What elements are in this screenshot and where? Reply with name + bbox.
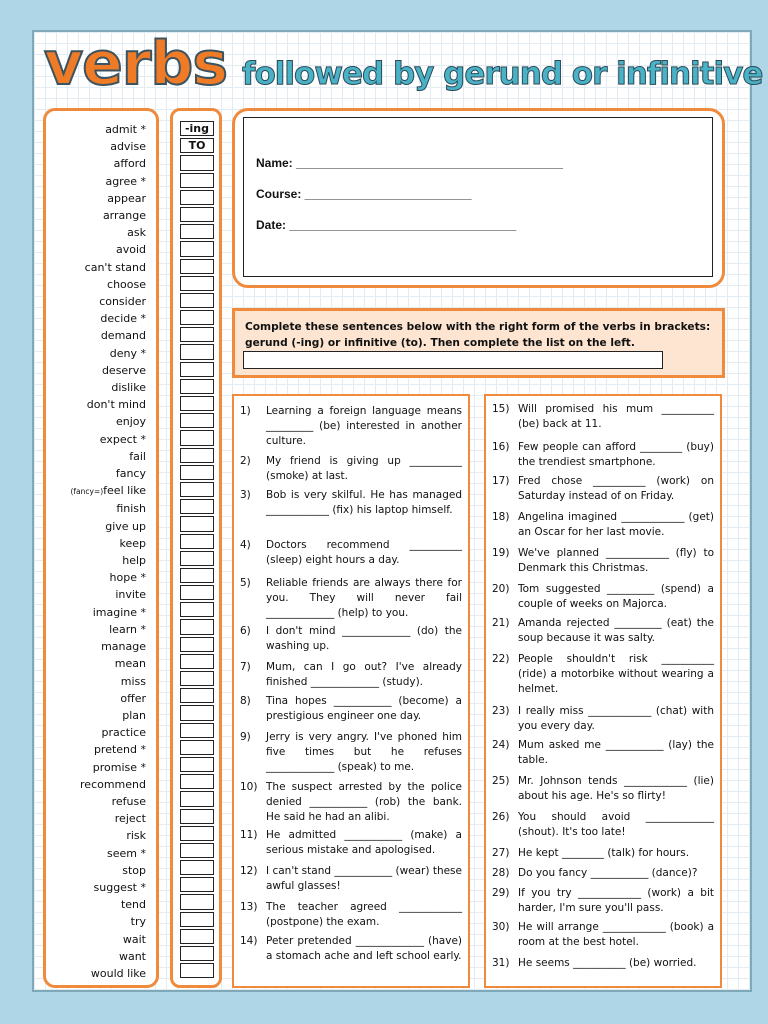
questions-column-left [232, 394, 470, 988]
question-item [492, 402, 714, 432]
question-item [240, 576, 462, 621]
question-text[interactable]: Angelina imagined ____________ (get) an Oscar for her last movie. [518, 511, 714, 538]
verb-item [70, 448, 146, 465]
verb-word: promise * [92, 760, 146, 774]
verb-word: would like [90, 966, 146, 980]
question-text[interactable]: He seems __________ (be) worried. [518, 957, 697, 969]
verb-item [70, 121, 146, 138]
question-number: 4) [240, 539, 251, 551]
question-text[interactable]: The teacher agreed ____________ (postpone) the exam. [266, 901, 462, 928]
verb-item [70, 793, 146, 810]
question-number: 11) [240, 829, 258, 841]
verb-word: don't mind [86, 398, 146, 412]
verb-word: enjoy [115, 415, 146, 429]
question-item [240, 538, 462, 568]
verb-word: seem * [107, 846, 146, 860]
verb-word: pretend * [93, 743, 146, 757]
question-number: 14) [240, 935, 258, 947]
answer-box[interactable] [180, 465, 214, 480]
verb-word: hope * [109, 571, 146, 585]
answer-box[interactable] [180, 602, 214, 617]
verb-item [70, 379, 146, 396]
verb-item [70, 707, 146, 724]
question-item [240, 624, 462, 654]
verb-item [70, 500, 146, 517]
date-field[interactable]: Date: __________________________________ [256, 218, 517, 232]
answer-box[interactable] [180, 946, 214, 961]
verb-word: risk [126, 829, 146, 843]
question-number: 24) [492, 739, 510, 751]
question-number: 13) [240, 901, 258, 913]
verb-word: suggest * [93, 880, 146, 894]
question-item [492, 704, 714, 734]
verb-item [70, 638, 146, 655]
question-item [240, 828, 462, 858]
question-number: 20) [492, 583, 510, 595]
verb-word: give up [105, 519, 146, 533]
verb-word: refuse [111, 794, 146, 808]
question-item [240, 780, 462, 825]
question-number: 30) [492, 921, 510, 933]
question-text[interactable]: People shouldn't risk __________ (ride) a motorbike without wearing a helmet. [518, 653, 714, 695]
verb-item [70, 810, 146, 827]
answer-box[interactable] [180, 430, 214, 445]
answer-box[interactable] [180, 482, 214, 497]
verb-item [70, 276, 146, 293]
answer-box[interactable] [180, 413, 214, 428]
answer-box[interactable] [180, 654, 214, 669]
questions-column-right [484, 394, 722, 988]
verb-item [70, 948, 146, 965]
answer-box[interactable] [180, 516, 214, 531]
verb-word: consider [99, 295, 146, 309]
answer-box[interactable] [180, 929, 214, 944]
question-item [492, 738, 714, 768]
course-field[interactable]: Course: _________________________ [256, 187, 472, 201]
question-number: 10) [240, 781, 258, 793]
answer-box[interactable] [180, 877, 214, 892]
title-verbs: verbs [44, 29, 228, 99]
question-number: 5) [240, 577, 251, 589]
question-number: 9) [240, 731, 251, 743]
answer-box[interactable]: TO [180, 138, 214, 153]
answer-box[interactable] [180, 740, 214, 755]
verb-item [70, 621, 146, 638]
question-number: 17) [492, 475, 510, 487]
question-text[interactable]: Do you fancy ___________ (dance)? [518, 867, 698, 879]
question-text[interactable]: Bob is very skilful. He has managed ____________ (fix) his laptop himself. [266, 489, 462, 516]
verb-item [70, 655, 146, 672]
question-item [240, 864, 462, 894]
question-text[interactable]: I can't stand ___________ (wear) these awful glasses! [266, 865, 462, 892]
question-number: 1) [240, 405, 251, 417]
question-text[interactable]: I really miss ____________ (chat) with you every day. [518, 705, 714, 732]
verb-word: demand [100, 329, 146, 343]
answer-box[interactable] [180, 551, 214, 566]
verb-word: tend [120, 898, 146, 912]
verb-word: can't stand [84, 260, 146, 274]
verb-word: recommend [80, 777, 146, 791]
answer-box[interactable] [180, 671, 214, 686]
question-number: 12) [240, 865, 258, 877]
answer-box[interactable] [180, 723, 214, 738]
answer-box[interactable] [180, 534, 214, 549]
answer-box[interactable] [180, 344, 214, 359]
verb-item [70, 535, 146, 552]
question-text[interactable]: Fred chose __________ (work) on Saturday instead of on Friday. [518, 475, 714, 502]
answer-box[interactable] [180, 619, 214, 634]
verb-word: imagine * [92, 605, 146, 619]
verb-item [70, 413, 146, 430]
verb-item [70, 207, 146, 224]
verb-word: advise [110, 140, 146, 154]
question-text[interactable]: Mr. Johnson tends ____________ (lie) about his age. He's so flirty! [518, 775, 714, 802]
answer-box[interactable] [180, 190, 214, 205]
verb-item [70, 759, 146, 776]
question-number: 28) [492, 867, 510, 879]
verb-item [70, 310, 146, 327]
question-number: 31) [492, 957, 510, 969]
verb-word: ask [127, 226, 146, 240]
verb-item [70, 569, 146, 586]
verb-word: agree * [105, 174, 146, 188]
question-text[interactable]: You should avoid _____________ (shout). It's too late! [518, 811, 714, 838]
verb-item [70, 586, 146, 603]
verb-item [70, 776, 146, 793]
verb-prefix: (fancy=) [70, 487, 104, 497]
question-item [240, 404, 462, 449]
verb-item [70, 396, 146, 413]
verb-item [70, 293, 146, 310]
answer-box[interactable] [180, 826, 214, 841]
verb-word: decide * [100, 312, 146, 326]
answer-box[interactable] [180, 963, 214, 978]
answer-box[interactable] [180, 224, 214, 239]
question-item [492, 920, 714, 950]
question-number: 25) [492, 775, 510, 787]
verb-item [70, 327, 146, 344]
answer-box[interactable] [180, 637, 214, 652]
question-text[interactable]: Mum asked me ___________ (lay) the table. [518, 739, 714, 766]
question-text[interactable]: Tom suggested _________ (spend) a couple of weeks on Majorca. [518, 583, 714, 610]
question-text[interactable]: Few people can afford ________ (buy) the trendiest smartphone. [518, 441, 714, 468]
verb-word: want [118, 949, 146, 963]
question-item [240, 730, 462, 775]
verb-item [70, 465, 146, 482]
answer-box-column [180, 121, 214, 980]
question-item [492, 886, 714, 916]
verb-word: deny * [109, 346, 146, 360]
verb-item [70, 845, 146, 862]
answer-box[interactable] [180, 568, 214, 583]
verb-item [70, 173, 146, 190]
question-item [492, 956, 714, 971]
verb-item [70, 604, 146, 621]
answer-box[interactable] [180, 310, 214, 325]
question-number: 29) [492, 887, 510, 899]
question-text[interactable]: Peter pretended _____________ (have) a stomach ache and left school early. [266, 935, 462, 962]
question-text[interactable]: Will promised his mum __________ (be) back at 11. [518, 403, 714, 430]
verb-word: plan [122, 708, 146, 722]
verb-item [70, 931, 146, 948]
title-subtitle: followed by gerund or infinitive [242, 56, 763, 92]
name-field[interactable]: Name: ________________________________________ [256, 156, 563, 170]
verb-item [70, 345, 146, 362]
verb-item [70, 224, 146, 241]
answer-box[interactable] [180, 173, 214, 188]
instructions-answer-field[interactable] [243, 351, 663, 369]
answer-box[interactable] [180, 327, 214, 342]
answer-box[interactable] [180, 860, 214, 875]
verb-word: finish [116, 502, 146, 516]
question-text[interactable]: The suspect arrested by the police denied ___________ (rob) the bank. He said he had an alibi. [266, 781, 462, 823]
question-text[interactable]: Tina hopes ___________ (become) a prestigious engineer one day. [266, 695, 462, 722]
answer-box[interactable] [180, 843, 214, 858]
verb-word: dislike [111, 381, 146, 395]
answer-box[interactable] [180, 912, 214, 927]
verb-item [70, 518, 146, 535]
question-item [492, 474, 714, 504]
verb-word: expect * [99, 432, 146, 446]
question-item [492, 616, 714, 646]
verb-word: help [122, 554, 146, 568]
question-text[interactable]: Jerry is very angry. I've phoned him five times but he refuses _____________ (speak) to me. [266, 731, 462, 773]
verb-item [70, 913, 146, 930]
answer-box[interactable] [180, 499, 214, 514]
verb-word: reject [114, 812, 146, 826]
verb-word: invite [115, 588, 146, 602]
question-number: 8) [240, 695, 251, 707]
verb-word: fail [129, 449, 146, 463]
verb-word: avoid [115, 243, 146, 257]
verb-item [70, 259, 146, 276]
verb-item [70, 362, 146, 379]
question-text[interactable]: Doctors recommend __________ (sleep) eight hours a day. [266, 539, 462, 566]
verb-word: arrange [102, 209, 146, 223]
verb-item [70, 896, 146, 913]
answer-box[interactable] [180, 293, 214, 308]
question-text[interactable]: If you try ____________ (work) a bit harder, I'm sure you'll pass. [518, 887, 714, 914]
verb-word: choose [107, 277, 146, 291]
verb-word: feel like [103, 484, 146, 498]
answer-box[interactable] [180, 757, 214, 772]
verb-item [70, 724, 146, 741]
verb-item [70, 690, 146, 707]
answer-box[interactable] [180, 774, 214, 789]
answer-box[interactable] [180, 585, 214, 600]
answer-box-panel [170, 108, 222, 988]
question-item [492, 846, 714, 861]
question-item [492, 652, 714, 697]
answer-box[interactable] [180, 688, 214, 703]
question-text[interactable]: Amanda rejected _________ (eat) the soup because it was salty. [518, 617, 714, 644]
question-text[interactable]: Learning a foreign language means _________ (be) interested in another culture. [266, 405, 462, 447]
question-item [492, 440, 714, 470]
verb-item [70, 155, 146, 172]
question-text[interactable]: I don't mind _____________ (do) the washing up. [266, 625, 462, 652]
answer-box[interactable] [180, 396, 214, 411]
verb-item [70, 190, 146, 207]
question-text[interactable]: My friend is giving up __________ (smoke) at last. [266, 455, 462, 482]
verb-item [70, 741, 146, 758]
verb-word: deserve [101, 363, 146, 377]
question-number: 18) [492, 511, 510, 523]
verb-item [70, 827, 146, 844]
student-info-box [243, 117, 713, 277]
instructions-panel [232, 308, 725, 378]
question-item [492, 582, 714, 612]
question-text[interactable]: We've planned ____________ (fly) to Denmark this Christmas. [518, 547, 714, 574]
verb-list [70, 121, 146, 982]
verb-item [70, 138, 146, 155]
verb-word: stop [122, 863, 146, 877]
question-number: 19) [492, 547, 510, 559]
answer-box[interactable] [180, 155, 214, 170]
verb-item [70, 241, 146, 258]
question-number: 16) [492, 441, 510, 453]
answer-box[interactable] [180, 791, 214, 806]
verb-item [70, 431, 146, 448]
question-number: 26) [492, 811, 510, 823]
question-number: 22) [492, 653, 510, 665]
verb-word: mean [114, 657, 146, 671]
question-number: 21) [492, 617, 510, 629]
answer-box[interactable] [180, 705, 214, 720]
answer-box[interactable] [180, 379, 214, 394]
answer-box[interactable] [180, 809, 214, 824]
verb-item [70, 482, 146, 500]
verb-item [70, 862, 146, 879]
question-text[interactable]: Mum, can I go out? I've already finished _____________ (study). [266, 661, 462, 688]
answer-box[interactable] [180, 362, 214, 377]
question-number: 7) [240, 661, 251, 673]
verb-word: afford [113, 157, 146, 171]
answer-box[interactable] [180, 448, 214, 463]
verb-word: try [130, 915, 146, 929]
question-item [240, 660, 462, 690]
verb-word: practice [101, 726, 146, 740]
question-text[interactable]: He kept ________ (talk) for hours. [518, 847, 690, 859]
verb-item [70, 552, 146, 569]
question-number: 2) [240, 455, 251, 467]
instructions-text: Complete these sentences below with the right form of the verbs in brackets: gerund (-ing) or infinitive (to). Then complete the list on the left. [245, 321, 711, 349]
verb-word: keep [119, 536, 146, 550]
question-item [492, 510, 714, 540]
verb-word: wait [122, 932, 146, 946]
question-item [240, 694, 462, 724]
question-item [492, 546, 714, 576]
question-item [240, 454, 462, 484]
answer-box[interactable] [180, 276, 214, 291]
verb-item [70, 965, 146, 982]
student-info-panel [232, 108, 725, 288]
verb-item [70, 673, 146, 690]
verb-word: offer [120, 691, 146, 705]
question-item [492, 774, 714, 804]
question-number: 15) [492, 403, 510, 415]
answer-box[interactable] [180, 241, 214, 256]
question-number: 23) [492, 705, 510, 717]
question-item [492, 810, 714, 840]
verb-word: appear [107, 191, 146, 205]
question-number: 27) [492, 847, 510, 859]
answer-box[interactable]: -ing [180, 121, 214, 136]
verb-item [70, 879, 146, 896]
question-number: 3) [240, 489, 251, 501]
answer-box[interactable] [180, 894, 214, 909]
answer-box[interactable] [180, 207, 214, 222]
question-text[interactable]: Reliable friends are always there for you. They will never fail _____________ (help) to you. [266, 577, 462, 619]
question-text[interactable]: He will arrange ____________ (book) a room at the best hotel. [518, 921, 714, 948]
question-text[interactable]: He admitted ___________ (make) a serious mistake and apologised. [266, 829, 462, 856]
question-item [240, 934, 462, 964]
question-item [492, 866, 714, 881]
question-number: 6) [240, 625, 251, 637]
verb-word: miss [120, 674, 146, 688]
verb-word: learn * [109, 622, 146, 636]
verb-word: manage [101, 640, 146, 654]
question-item [240, 900, 462, 930]
verb-list-panel [43, 108, 159, 988]
question-item [240, 488, 462, 518]
verb-word: fancy [115, 467, 146, 481]
answer-box[interactable] [180, 259, 214, 274]
verb-word: admit * [105, 123, 146, 136]
